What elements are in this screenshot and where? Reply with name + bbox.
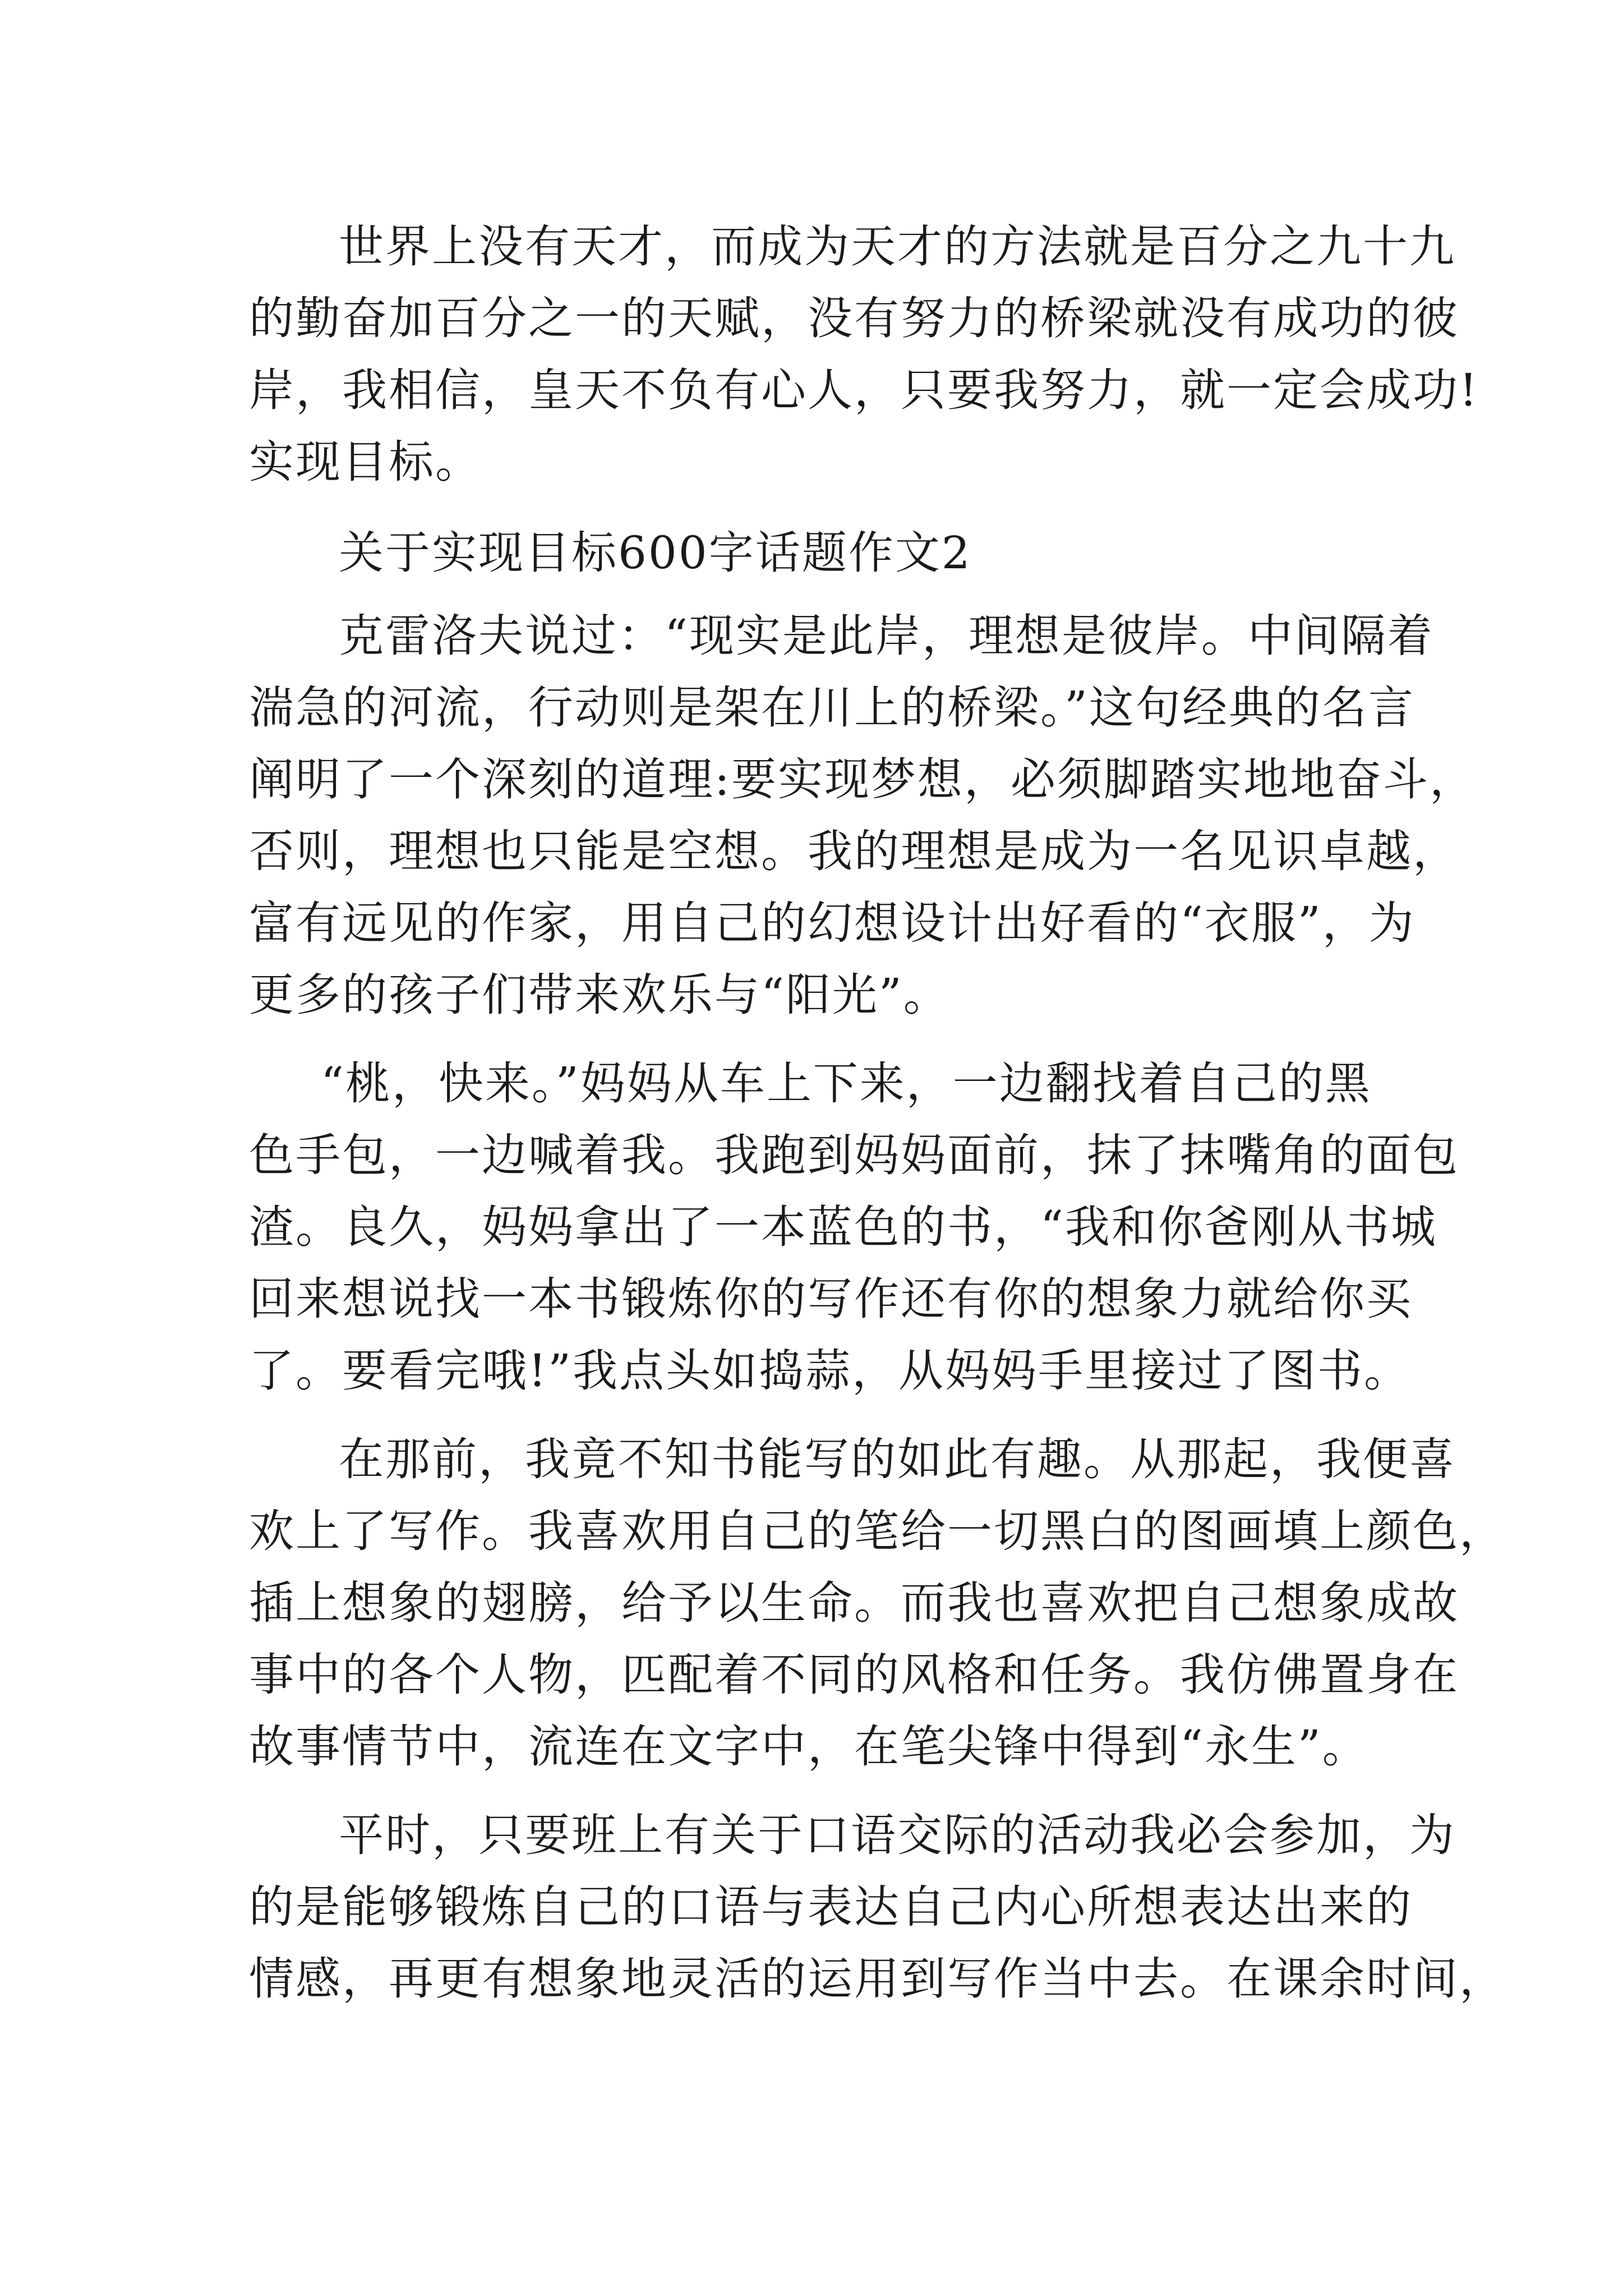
paragraph-4-line-5: 故事情节中，流连在文字中，在笔尖锋中得到“永生”。: [249, 1720, 1369, 1773]
paragraph-1-line-3: 岸，我相信，皇天不负有心人，只要我努力，就一定会成功!: [249, 364, 1479, 416]
paragraph-4-line-3: 插上想象的翅膀，给予以生命。而我也喜欢把自己想象成故: [249, 1577, 1459, 1629]
paragraph-3-line-4: 回来想说找一本书锻炼你的写作还有你的想象力就给你买: [249, 1273, 1413, 1325]
paragraph-2-line-6: 更多的孩子们带来欢乐与“阳光”。: [249, 969, 950, 1021]
section-heading: 关于实现目标600字话题作文2: [339, 527, 972, 579]
paragraph-2-line-2: 湍急的河流，行动则是架在川上的桥梁。”这句经典的名言: [249, 682, 1415, 734]
paragraph-3-line-5: 了。要看完哦!”我点头如捣蒜，从妈妈手里接过了图书。: [249, 1345, 1411, 1397]
paragraph-5-line-3: 情感，再更有想象地灵活的运用到写作当中去。在课余时间，: [249, 1953, 1506, 2005]
paragraph-2-line-1: 克雷洛夫说过：“现实是此岸，理想是彼岸。中间隔着: [339, 610, 1434, 662]
paragraph-2-line-4: 否则，理想也只能是空想。我的理想是成为一名见识卓越，: [249, 825, 1459, 877]
paragraph-4-line-2: 欢上了写作。我喜欢用自己的笔给一切黑白的图画填上颜色，: [249, 1505, 1506, 1557]
paragraph-4-line-1: 在那前，我竟不知书能写的如此有趣。从那起，我便喜: [339, 1433, 1456, 1485]
paragraph-3-line-3: 渣。良久，妈妈拿出了一本蓝色的书，“我和你爸刚从书城: [249, 1201, 1437, 1253]
paragraph-1-line-2: 的勤奋加百分之一的天赋，没有努力的桥梁就没有成功的彼: [249, 292, 1459, 344]
paragraph-2-line-3: 阐明了一个深刻的道理:要实现梦想，必须脚踏实地地奋斗，: [249, 753, 1476, 806]
paragraph-1-line-4: 实现目标。: [249, 436, 482, 488]
paragraph-5-line-2: 的是能够锻炼自己的口语与表达自己内心所想表达出来的: [249, 1881, 1413, 1933]
paragraph-2-line-5: 富有远见的作家，用自己的幻想设计出好看的“衣服”，为: [249, 897, 1415, 949]
paragraph-3-line-2: 色手包，一边喊着我。我跑到妈妈面前，抹了抹嘴角的面包: [249, 1129, 1459, 1181]
paragraph-3-line-1: “桃，快来。”妈妈从车上下来，一边翻找着自己的黑: [321, 1057, 1372, 1110]
paragraph-4-line-4: 事中的各个人物，匹配着不同的风格和任务。我仿佛置身在: [249, 1649, 1459, 1701]
paragraph-1-line-1: 世界上没有天才，而成为天才的方法就是百分之九十九: [339, 220, 1456, 273]
paragraph-5-line-1: 平时，只要班上有关于口语交际的活动我必会参加，为: [339, 1809, 1456, 1861]
